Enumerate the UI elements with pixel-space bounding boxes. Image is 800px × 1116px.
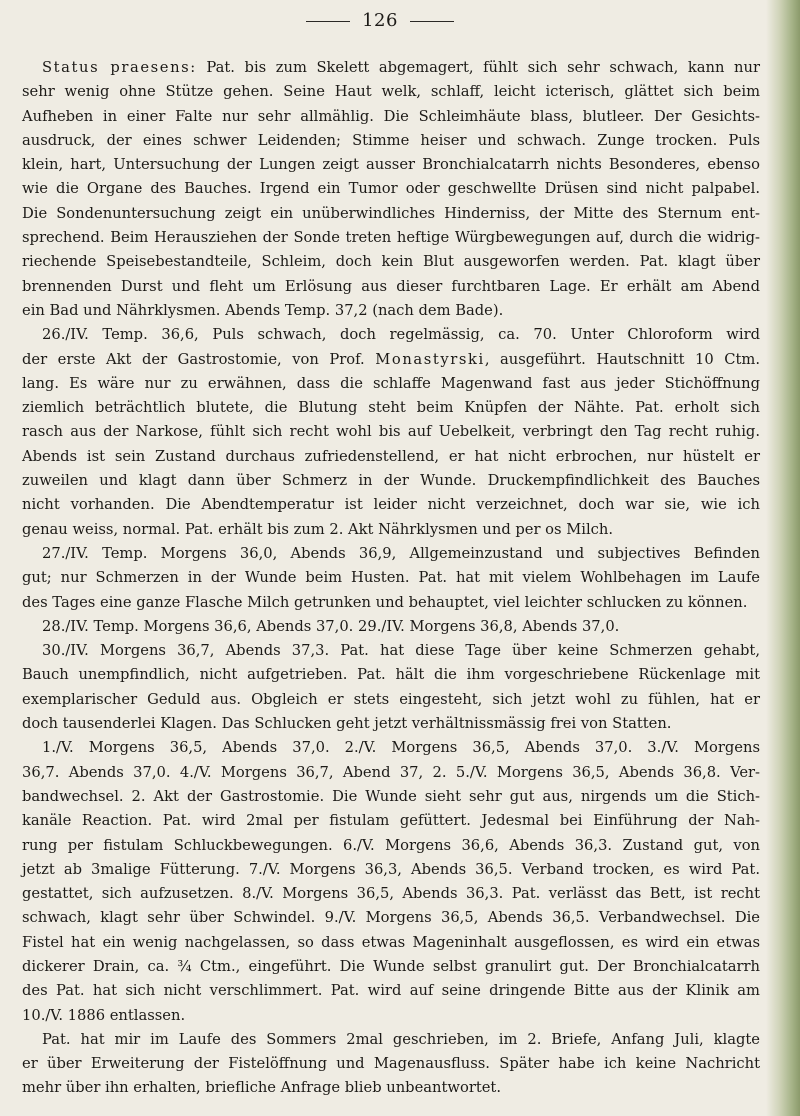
text-line: der erste Akt der Gastrostomie, von Prof. Monastyrski, ausgeführt. Hautschnitt 10 Ctm. bbox=[22, 350, 760, 368]
text-line: des Tages eine ganze Flasche Milch getrunken und behauptet, viel leichter schlucken zu können. bbox=[22, 593, 748, 611]
page-edge-shadow bbox=[766, 0, 800, 1116]
text-line: des Pat. hat sich nicht verschlimmert. Pat. wird auf seine dringende Bitte aus der Klinik am bbox=[22, 982, 760, 1000]
text-line: riechende Speisebestandteile, Schleim, doch kein Blut ausgeworfen werden. Pat. klagt über bbox=[22, 253, 760, 271]
text-line: jetzt ab 3malige Fütterung. 7./V. Morgens 36,3, Abends 36,5. Verband trocken, es wird Pat. bbox=[22, 860, 760, 878]
section-label: Status praesens: bbox=[42, 59, 197, 76]
text-line: brennenden Durst und fleht um Erlösung aus dieser furchtbaren Lage. Er erhält am Abend bbox=[22, 277, 760, 295]
page-number: 126 bbox=[362, 10, 398, 31]
text-line: gestattet, sich aufzusetzen. 8./V. Morgens 36,5, Abends 36,3. Pat. verlässt das Bett, ist recht bbox=[22, 885, 760, 903]
text-line: Die Sondenuntersuchung zeigt ein unüberwindliches Hinderniss, der Mitte des Sternum ent- bbox=[22, 204, 760, 222]
text-line: rasch aus der Narkose, fühlt sich recht wohl bis auf Uebelkeit, verbringt den Tag recht ruhig. bbox=[22, 423, 760, 441]
text-line: gut; nur Schmerzen in der Wunde beim Husten. Pat. hat mit vielem Wohlbehagen im Laufe bbox=[22, 569, 760, 587]
person-name: Monastyrski bbox=[375, 350, 485, 368]
text-line: wie die Organe des Bauches. Irgend ein Tumor oder geschwellte Drüsen sind nicht palpabel. bbox=[22, 180, 760, 198]
text-line: er über Erweiterung der Fistelöffnung und Magenausfluss. Später habe ich keine Nachricht bbox=[22, 1055, 760, 1073]
text-line: 30./IV. Morgens 36,7, Abends 37,3. Pat. hat diese Tage über keine Schmerzen gehabt, bbox=[42, 642, 760, 660]
text-line: mehr über ihn erhalten, briefliche Anfrage blieb unbeantwortet. bbox=[22, 1079, 502, 1097]
text-line: doch tausenderlei Klagen. Das Schlucken geht jetzt verhältnissmässig frei von Statten. bbox=[22, 715, 672, 733]
body-text bbox=[22, 56, 760, 1101]
text-line: 26./IV. Temp. 36,6, Puls schwach, doch regelmässig, ca. 70. Unter Chloroform wird bbox=[42, 326, 760, 344]
text-line: 1./V. Morgens 36,5, Abends 37,0. 2./V. Morgens 36,5, Abends 37,0. 3./V. Morgens bbox=[42, 739, 760, 757]
text-line: Fistel hat ein wenig nachgelassen, so dass etwas Mageninhalt ausgeflossen, es wird ein etwas bbox=[22, 933, 760, 951]
text-line: Bauch unempfindlich, nicht aufgetrieben. Pat. hält die ihm vorgeschriebene Rückenlage mit bbox=[22, 666, 760, 684]
text-line: Pat. hat mir im Laufe des Sommers 2mal geschrieben, im 2. Briefe, Anfang Juli, klagte bbox=[42, 1030, 760, 1048]
text-line: zuweilen und klagt dann über Schmerz in der Wunde. Druckempfindlichkeit des Bauches bbox=[22, 472, 760, 490]
paragraph-30-iv bbox=[22, 639, 760, 736]
text-line: bandwechsel. 2. Akt der Gastrostomie. Die Wunde sieht sehr gut aus, nirgends um die Stich- bbox=[22, 787, 760, 805]
text-line: dickerer Drain, ca. ¾ Ctm., eingeführt. Die Wunde selbst granulirt gut. Der Bronchialcatarrh bbox=[22, 957, 760, 975]
text-line: lang. Es wäre nur zu erwähnen, dass die schlaffe Magenwand fast aus jeder Stichöffnung bbox=[22, 374, 760, 392]
text-line: Status praesens: Pat. bis zum Skelett abgemagert, fühlt sich sehr schwach, kann nur bbox=[42, 59, 760, 76]
text-line: exemplarischer Geduld aus. Obgleich er stets eingesteht, sich jetzt wohl zu fühlen, hat er bbox=[22, 690, 760, 708]
paragraph-26-iv bbox=[22, 323, 760, 542]
header-dash-left bbox=[306, 21, 350, 22]
text-line: schwach, klagt sehr über Schwindel. 9./V. Morgens 36,5, Abends 36,5. Verbandwechsel. Die bbox=[22, 909, 760, 927]
text-line: rung per fistulam Schluckbewegungen. 6./V. Morgens 36,6, Abends 36,3. Zustand gut, von bbox=[22, 836, 760, 854]
text-line: 10./V. 1886 entlassen. bbox=[22, 1006, 186, 1024]
text-line: genau weiss, normal. Pat. erhält bis zum 2. Akt Nährklysmen und per os Milch. bbox=[22, 520, 614, 538]
text-line: Abends ist sein Zustand durchaus zufriedenstellend, er hat nicht erbrochen, nur hüstelt er bbox=[22, 447, 760, 465]
text-line: nicht vorhanden. Die Abendtemperatur ist leider nicht verzeichnet, doch war sie, wie ich bbox=[22, 496, 760, 514]
text-line: ein Bad und Nährklysmen. Abends Temp. 37,2 (nach dem Bade). bbox=[22, 301, 504, 319]
text-line: 28./IV. Temp. Morgens 36,6, Abends 37,0. 29./IV. Morgens 36,8, Abends 37,0. bbox=[42, 617, 620, 635]
paragraph-status-praesens bbox=[22, 56, 760, 323]
text-line: 27./IV. Temp. Morgens 36,0, Abends 36,9, Allgemeinzustand und subjectives Befinden bbox=[42, 544, 760, 562]
text-line: klein, hart, Untersuchung der Lungen zeigt ausser Bronchialcatarrh nichts Besonderes, ebenso bbox=[22, 156, 760, 174]
paragraph-1-v bbox=[22, 736, 760, 1028]
text-line: kanäle Reaction. Pat. wird 2mal per fistulam gefüttert. Jedesmal bei Einführung der Nah- bbox=[22, 812, 760, 830]
text-line: 36,7. Abends 37,0. 4./V. Morgens 36,7, Abend 37, 2. 5./V. Morgens 36,5, Abends 36,8. Ver- bbox=[22, 763, 760, 781]
text-line: sprechend. Beim Herausziehen der Sonde treten heftige Würgbewegungen auf, durch die widrig- bbox=[22, 229, 760, 247]
header-dash-right bbox=[410, 21, 454, 22]
paragraph-27-iv bbox=[22, 542, 760, 615]
text-line: ziemlich beträchtlich blutete, die Blutung steht beim Knüpfen der Nähte. Pat. erholt sich bbox=[22, 399, 760, 417]
page-header bbox=[0, 10, 760, 31]
text-line: Aufheben in einer Falte nur sehr allmählig. Die Schleimhäute blass, blutleer. Der Gesichts- bbox=[22, 107, 760, 125]
paragraph-28-iv bbox=[22, 615, 760, 639]
text-line: sehr wenig ohne Stütze gehen. Seine Haut welk, schlaff, leicht icterisch, glättet sich beim bbox=[22, 83, 760, 101]
paragraph-closing bbox=[22, 1028, 760, 1101]
text-line: ausdruck, der eines schwer Leidenden; Stimme heiser und schwach. Zunge trocken. Puls bbox=[22, 131, 760, 149]
